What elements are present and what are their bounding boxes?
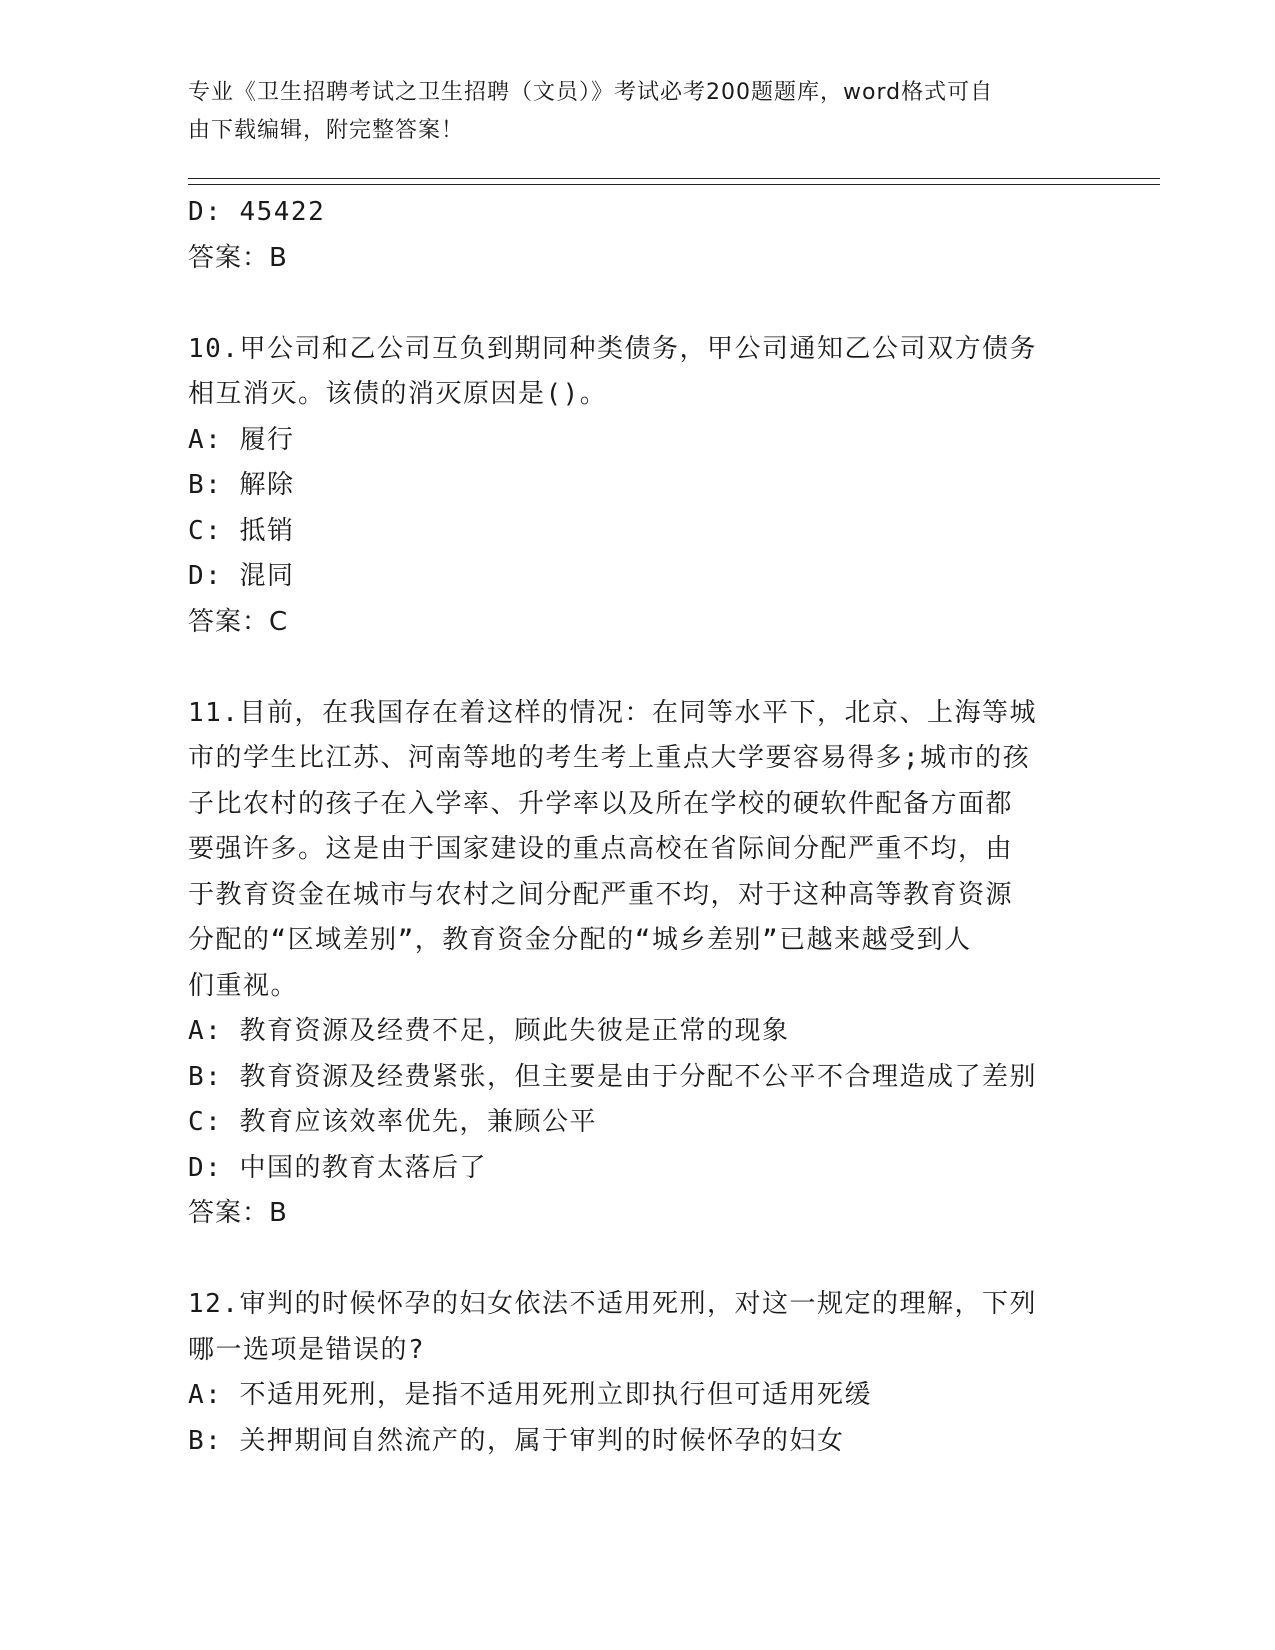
- q11-answer: 答案：B: [188, 1198, 288, 1228]
- q11-stem-line: 分配的“区域差别”，教育资金分配的“城乡差别”已越来越受到人: [188, 925, 972, 955]
- spacer: [188, 281, 1088, 327]
- question-11: [188, 691, 1088, 1237]
- q10-stem-line: 10.甲公司和乙公司互负到期同种类债务，甲公司通知乙公司双方债务: [188, 333, 1037, 364]
- prev-option-d: D: 45422: [188, 197, 326, 227]
- q10-answer: 答案：C: [188, 606, 289, 637]
- question-10: [188, 327, 1088, 646]
- q11-option-d: D: 中国的教育太落后了: [188, 1152, 487, 1183]
- q11-stem-line: 们重视。: [188, 970, 299, 1001]
- question-content: [188, 190, 1088, 1464]
- spacer: [188, 1237, 1088, 1283]
- q11-option-b: B: 教育资源及经费紧张，但主要是由于分配不公平不合理造成了差别: [188, 1061, 1037, 1092]
- q11-stem-line: 于教育资金在城市与农村之间分配严重不均，对于这种高等教育资源: [188, 879, 1014, 910]
- question-12: [188, 1282, 1088, 1464]
- q11-stem-line: 要强许多。这是由于国家建设的重点高校在省际间分配严重不均，由: [188, 834, 1014, 864]
- q10-option-d: D: 混同: [188, 561, 295, 591]
- q11-option-c: C: 教育应该效率优先，兼顾公平: [188, 1107, 597, 1137]
- q12-stem-line: 哪一选项是错误的?: [188, 1334, 426, 1365]
- document-header: [188, 74, 1088, 150]
- q10-option-a: A: 履行: [188, 424, 295, 455]
- header-line-2: 由下载编辑，附完整答案！: [188, 118, 465, 143]
- header-divider-top: [188, 178, 1160, 179]
- q11-stem-line: 市的学生比江苏、河南等地的考生考上重点大学要容易得多;城市的孩: [188, 743, 1031, 773]
- q11-stem-line: 子比农村的孩子在入学率、升学率以及所在学校的硬软件配备方面都: [188, 788, 1014, 819]
- header-divider-bottom: [188, 184, 1160, 185]
- q12-option-a: A: 不适用死刑，是指不适用死刑立即执行但可适用死缓: [188, 1380, 872, 1410]
- q12-option-b: B: 关押期间自然流产的，属于审判的时候怀孕的妇女: [188, 1425, 845, 1456]
- q12-stem-line: 12.审判的时候怀孕的妇女依法不适用死刑，对这一规定的理解，下列: [188, 1289, 1037, 1319]
- q10-stem-line: 相互消灭。该债的消灭原因是()。: [188, 379, 608, 409]
- q11-stem-line: 11.目前，在我国存在着这样的情况：在同等水平下，北京、上海等城: [188, 697, 1037, 728]
- q10-option-c: C: 抵销: [188, 515, 295, 546]
- prev-answer: 答案：B: [188, 242, 288, 273]
- q11-option-a: A: 教育资源及经费不足，顾此失彼是正常的现象: [188, 1016, 790, 1046]
- header-line-1: 专业《卫生招聘考试之卫生招聘（文员）》考试必考200题题库，word格式可自: [188, 80, 994, 105]
- spacer: [188, 645, 1088, 691]
- q10-option-b: B: 解除: [188, 470, 295, 500]
